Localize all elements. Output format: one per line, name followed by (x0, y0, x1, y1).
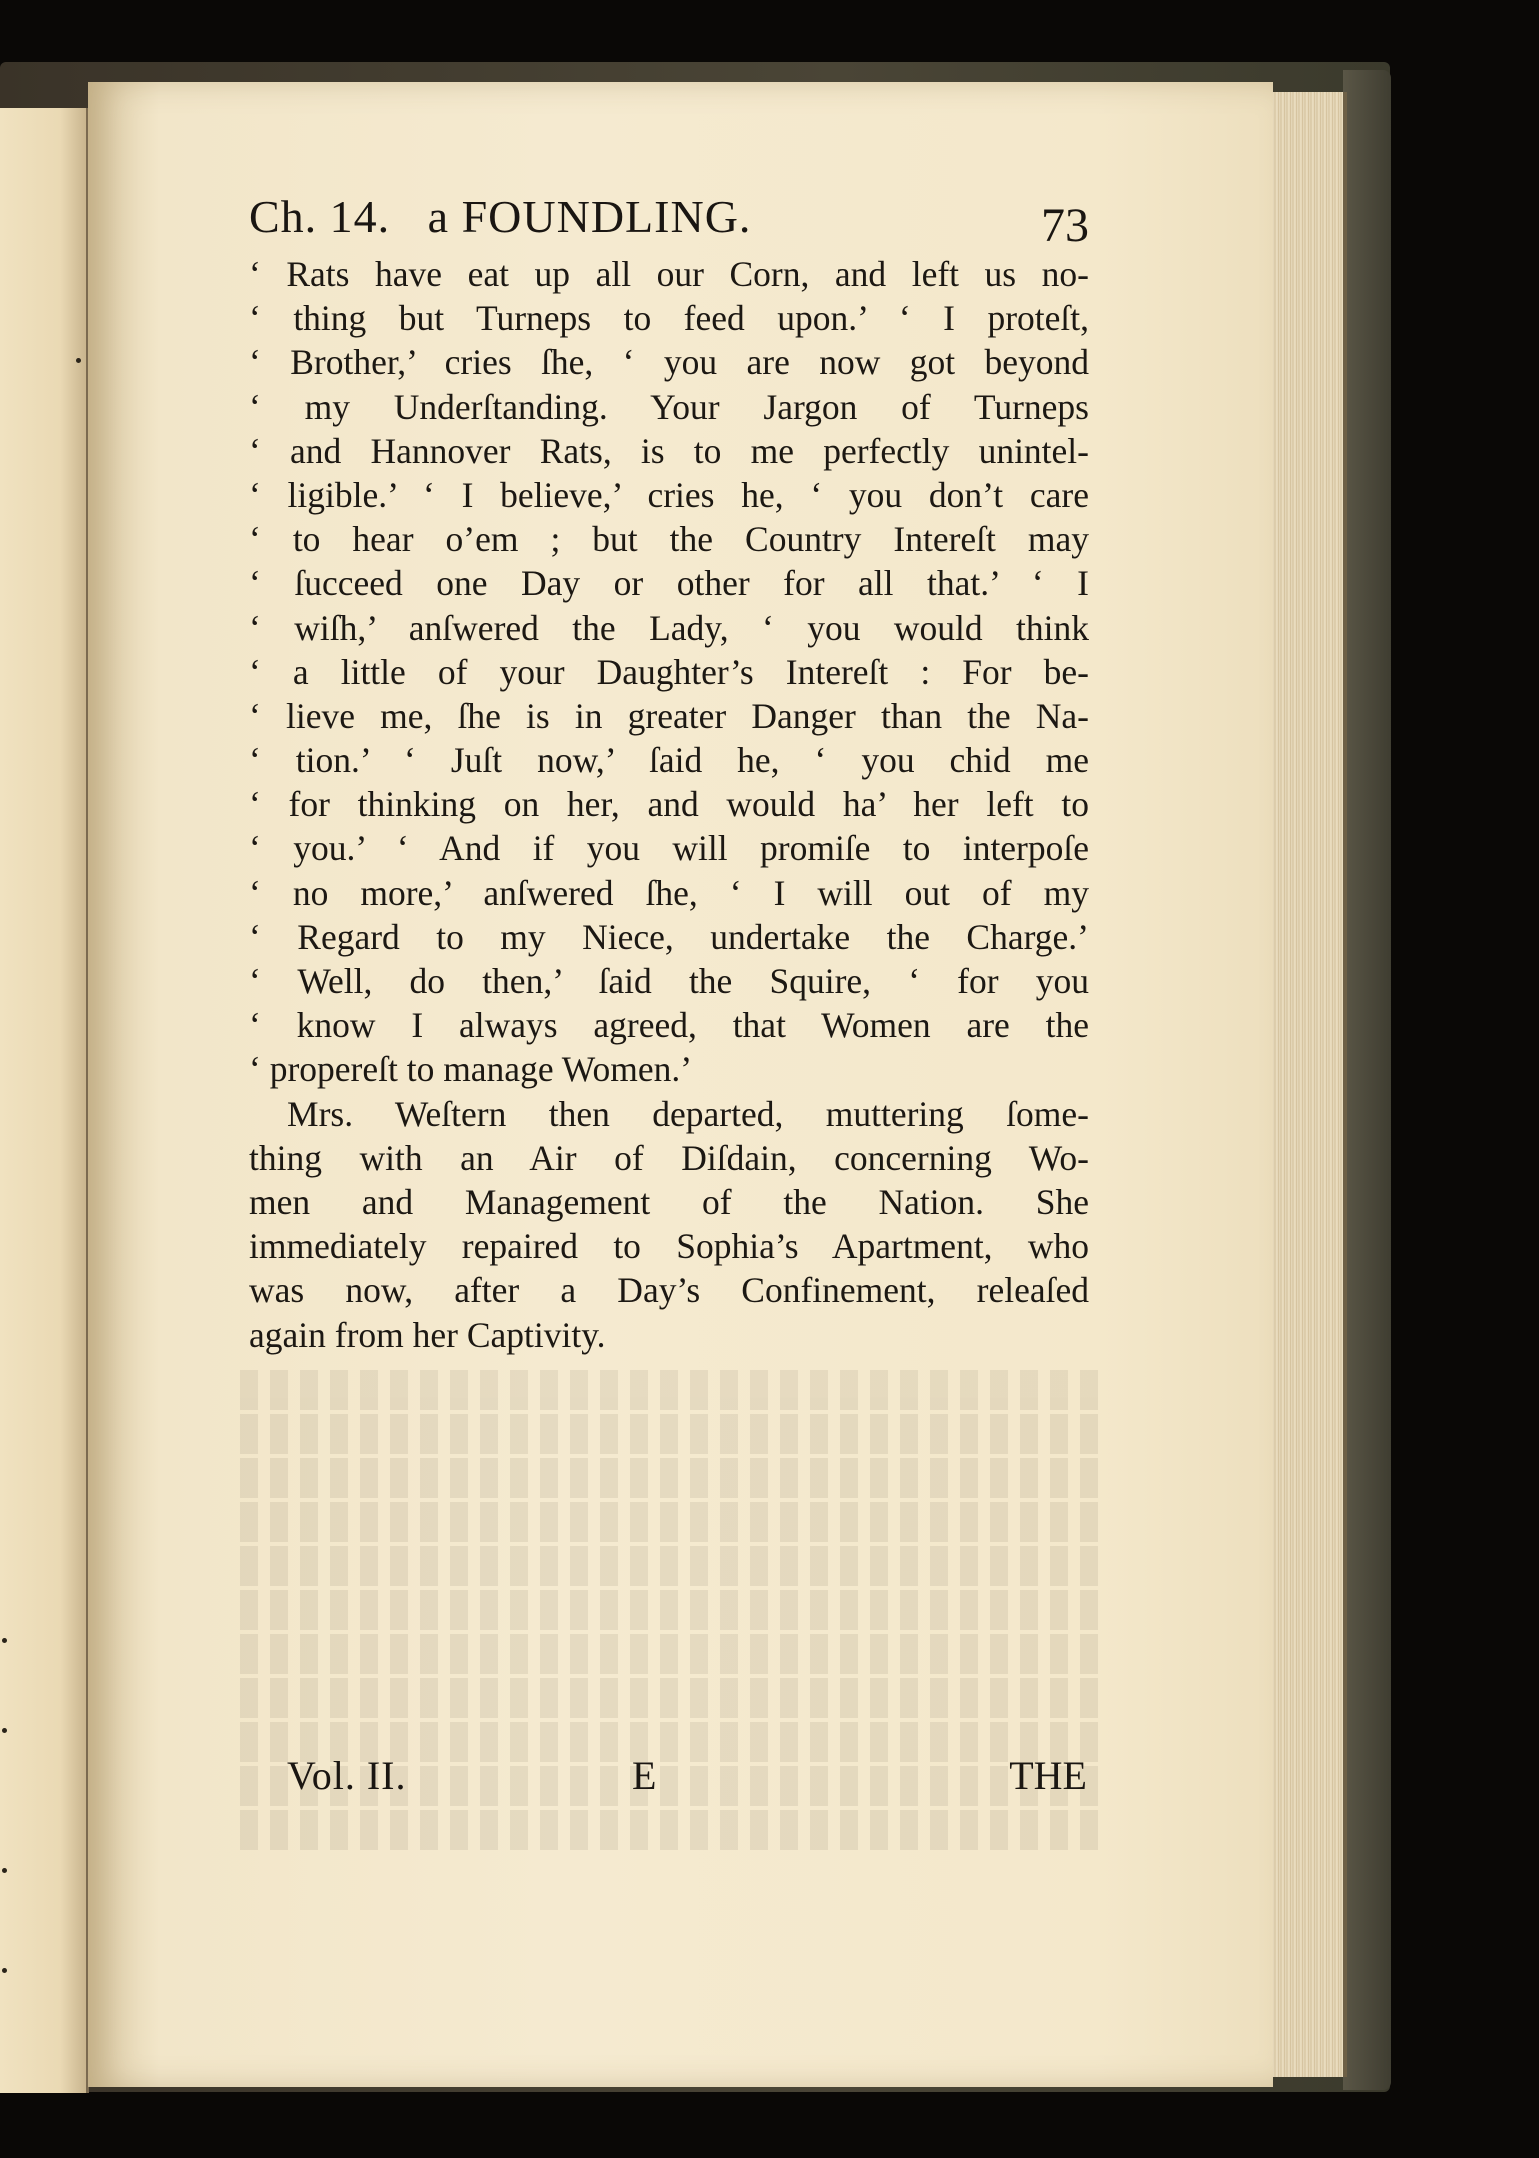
text-line: ‘ ſucceed one Day or other for all that.’ ‘ I (249, 563, 1089, 604)
text-line: ‘ Brother,’ cries ſhe, ‘ you are now got beyond (249, 342, 1089, 383)
text-line: ‘ no more,’ anſwered ſhe, ‘ I will out of my (249, 872, 1089, 913)
paragraph-line: men and Management of the Nation. She (249, 1181, 1089, 1222)
catchword: THE (1009, 1753, 1087, 1798)
ink-mark (76, 358, 81, 363)
page-edges (1273, 92, 1347, 2077)
paragraph-line: immediately repaired to Sophia’s Apartment, who (249, 1226, 1089, 1267)
text-line: ‘ a little of your Daughter’s Intereſt : For be- (249, 651, 1089, 692)
paragraph-line: thing with an Air of Diſdain, concerning Wo- (249, 1137, 1089, 1178)
ink-mark (2, 1868, 7, 1873)
paragraph-line: again from her Captivity. (249, 1314, 606, 1355)
text-line: ‘ for thinking on her, and would ha’ her left to (249, 784, 1089, 825)
ink-mark (2, 1728, 7, 1733)
text-line: ‘ and Hannover Rats, is to me perfectly unintel- (249, 430, 1089, 471)
text-line: ‘ you.’ ‘ And if you will promiſe to interpoſe (249, 828, 1089, 869)
paragraph-line: was now, after a Day’s Confinement, releaſed (249, 1270, 1089, 1311)
body-text (249, 252, 1089, 1357)
left-page-edge (0, 108, 89, 2093)
text-line: ‘ my Underſtanding. Your Jargon of Turneps (249, 386, 1089, 427)
text-line: ‘ propereſt to manage Women.’ (249, 1049, 693, 1090)
page-header (249, 190, 1089, 260)
paragraph-line: Mrs. Weſtern then departed, muttering ſome- (287, 1093, 1089, 1134)
show-through-text (240, 1370, 1100, 1890)
text-line: ‘ Rats have eat up all our Corn, and left us no- (249, 254, 1089, 294)
page-footer (287, 1752, 1087, 1812)
text-line: ‘ Well, do then,’ ſaid the Squire, ‘ for you (249, 961, 1089, 1001)
text-line: ‘ Regard to my Niece, undertake the Charge.’ (249, 916, 1089, 957)
text-line: ‘ thing but Turneps to feed upon.’ ‘ I proteſt, (249, 298, 1089, 339)
signature-mark: E (632, 1753, 657, 1798)
book-spine-edge (1343, 70, 1391, 2090)
text-line: ‘ to hear o’em ; but the Country Intereſt may (249, 519, 1089, 560)
ink-mark (2, 1638, 7, 1643)
text-line: ‘ ligible.’ ‘ I believe,’ cries he, ‘ you don’t care (249, 474, 1089, 515)
text-line: ‘ wiſh,’ anſwered the Lady, ‘ you would think (249, 607, 1089, 648)
volume-label: Vol. II. (287, 1753, 407, 1798)
text-line: ‘ know I always agreed, that Women are the (249, 1005, 1089, 1046)
running-head: Ch. 14. a FOUNDLING. (249, 191, 752, 242)
ink-mark (2, 1968, 7, 1973)
text-line: ‘ tion.’ ‘ Juſt now,’ ſaid he, ‘ you chid me (249, 740, 1089, 781)
page-number: 73 (1041, 199, 1089, 252)
text-line: ‘ lieve me, ſhe is in greater Danger than the Na- (249, 695, 1089, 736)
